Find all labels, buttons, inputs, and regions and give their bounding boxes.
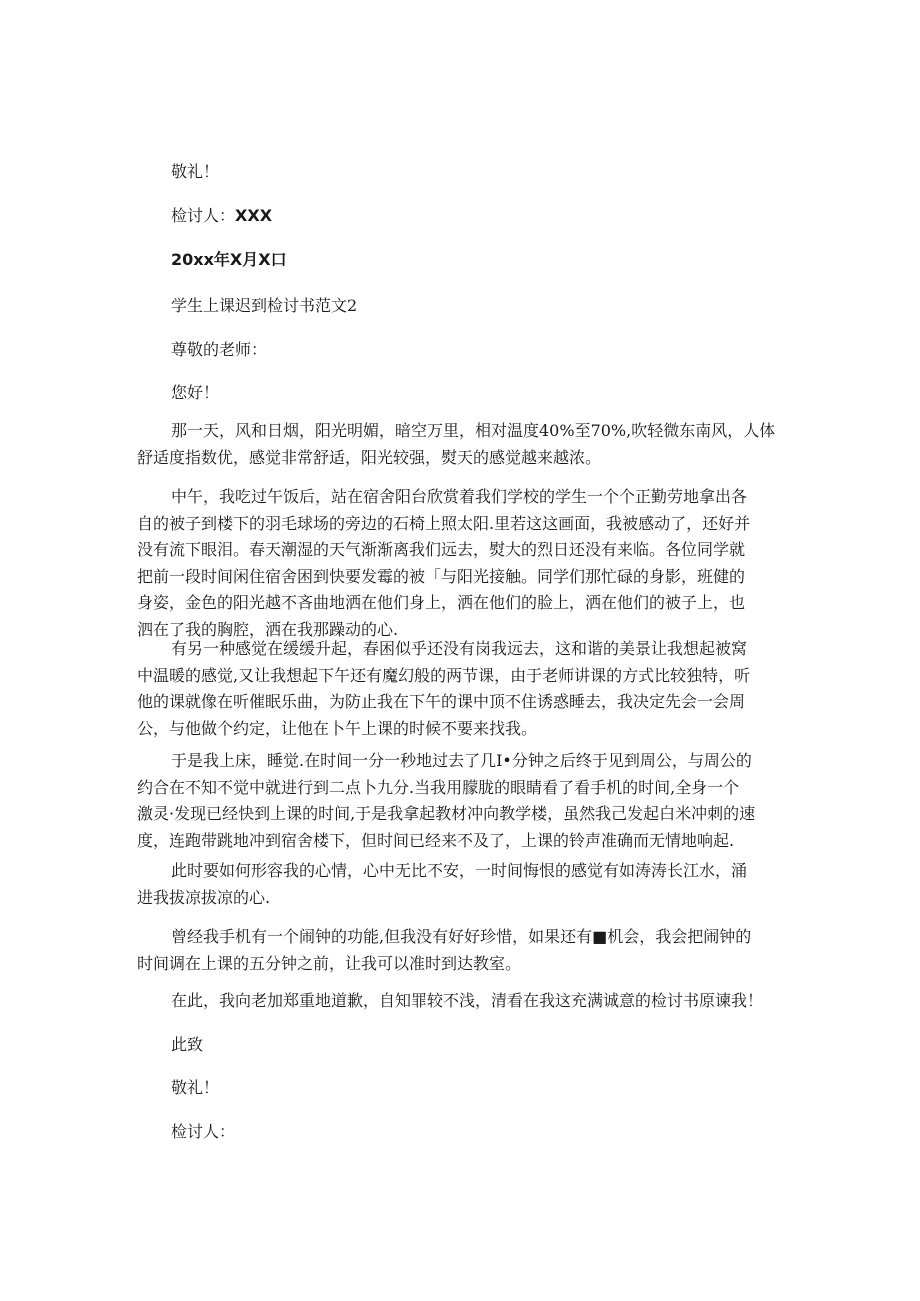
- signer-name: XXX: [235, 206, 273, 225]
- greeting-line: 尊敬的老师：: [171, 340, 268, 359]
- paragraph-5-line-2: 进我拔凉拔凉的心.: [137, 887, 271, 907]
- signer-label: 检讨人：: [171, 206, 236, 225]
- paragraph-3-line-4: 公，与他做个约定，让他在卜午上课的时候不要来找我。: [137, 718, 538, 738]
- document-title: 学生上课迟到检讨书范文2: [171, 296, 358, 315]
- salute-line-2: 敬礼！: [171, 1078, 220, 1097]
- paragraph-2-line-5: 身姿，金色的阳光越不吝曲地洒在他们身上，洒在他们的脸上，洒在他们的被子上，也: [137, 593, 746, 612]
- paragraph-7-line-1: 在此，我向老加郑重地道歉，自知罪较不浅，清看在我这充满诚意的检讨书原谏我！: [171, 991, 764, 1010]
- paragraph-2-line-6: 泗在了我的胸腔，洒在我那躁动的心.: [137, 619, 399, 639]
- sincerely-line: 此致: [171, 1035, 204, 1054]
- paragraph-2-line-3: 没有流下眼泪。春天潮湿的天气渐渐离我们远去，熨大的烈日还没有来临。各位同学就: [137, 540, 746, 559]
- paragraph-2-line-2: 自的被子到楼下的羽毛球场的旁边的石椅上照太阳.里若这这画面，我被感动了，还好并: [137, 513, 751, 533]
- paragraph-4-line-2: 约合在不知不觉中就进行到二点卜九分.当我用朦胧的眼睛看了看手机的时间,全身一个: [137, 777, 740, 797]
- paragraph-4-line-1: 于是我上床，睡觉.在时间一分一秒地过去了几I•分钟之后终于见到周公，与周公的: [171, 751, 752, 770]
- hello-line: 您好！: [171, 383, 220, 402]
- paragraph-3-line-2: 中温暖的感觉,又让我想起下午还有魔幻般的两节课，由于老师讲课的方式比较独特，听: [137, 665, 751, 685]
- signer-line-2: 检讨人：: [171, 1122, 236, 1141]
- paragraph-3-line-3: 他的课就像在听催眠乐曲，为防止我在下午的课中顶不住诱惑睡去，我决定先会一会周: [137, 692, 746, 711]
- paragraph-2-line-4: 把前一段时间闲住宿舍困到快要发霉的被「与阳光接触。同学们那忙碌的身影，班健的: [137, 566, 746, 586]
- paragraph-4-line-4: 度，连跑带跳地冲到宿舍楼下，但时间已经来不及了，上课的铃声准确而无情地响起.: [137, 830, 735, 850]
- signer-line-1: [171, 206, 272, 226]
- paragraph-1-line-2: 舒适度指数优，感觉非常舒适，阳光较强，熨天的感觉越来越浓。: [137, 447, 602, 467]
- paragraph-4-line-3: 激灵·发现已经快到上课的时间,于是我拿起教材冲向教学楼，虽然我己发起白米冲刺的速: [137, 804, 756, 823]
- salute-line-1: 敬礼！: [171, 162, 220, 181]
- paragraph-6-line-1: 曾经我手机有一个闹钟的功能,但我没有好好珍惜，如果还有■机会，我会把闹钟的: [171, 927, 752, 946]
- paragraph-6-line-2: 时间调在上课的五分钟之前，让我可以准时到达教室。: [137, 953, 522, 973]
- paragraph-3-line-1: 有另一种感觉在缓缓升起，春困似乎还没有岗我远去，这和谐的美景让我想起被窝: [171, 639, 748, 658]
- paragraph-5-line-1: 此时要如何形容我的心情，心中无比不安，一时间悔恨的感觉有如涛涛长江水，涌: [171, 861, 748, 880]
- paragraph-2-line-1: 中午，我吃过午饭后，站在宿舍阳台欣赏着我们学校的学生一个个正勤劳地拿出各: [171, 487, 748, 506]
- paragraph-1-line-1: 那一天，风和日烟，阳光明媚，暗空万里，相对温度40%至70%,吹轻微东南风，人体: [171, 421, 776, 440]
- date-line: 20xx年X月X口: [171, 250, 287, 269]
